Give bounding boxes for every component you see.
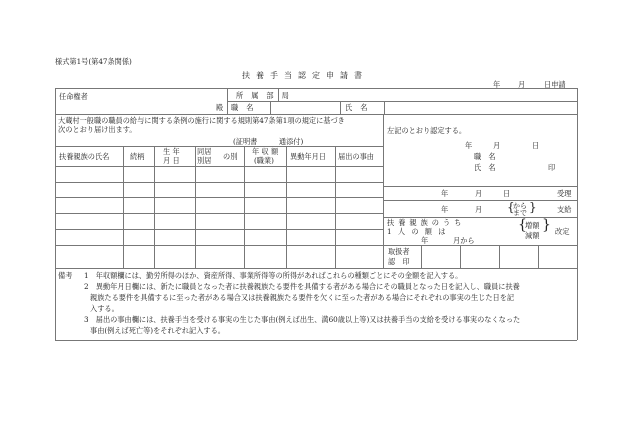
seal-mark: 印: [548, 163, 556, 172]
revision-year: 年: [421, 236, 429, 245]
brace-left-icon: {: [507, 200, 515, 214]
received-day: 日: [503, 189, 511, 198]
col-header-cohab2: 別居: [197, 156, 212, 165]
document-title: 扶養手当認定申請書: [242, 71, 368, 80]
frame-right: [577, 88, 578, 340]
col-header-change-date: 異動年月日: [290, 152, 326, 161]
row-line: [55, 182, 383, 183]
revision-line1: 扶養親族のうち: [387, 218, 466, 227]
col-header-income2: (職業): [254, 156, 274, 165]
note-3: 3 届出の事由欄には、扶養手当を受ける事実の生じた事由(例えば出生、満60歳以上等)又は扶養手当の支給を受ける事実のなくなった: [84, 315, 521, 324]
row-line: [55, 245, 383, 246]
cert-year: 年: [465, 141, 473, 150]
col-header-birth2: 月 日: [163, 156, 180, 165]
row-line: [55, 213, 383, 214]
date-day-apply: 日申請: [544, 80, 566, 89]
handler-label2: 認 印: [388, 257, 410, 266]
col-header-reason: 届出の事由: [338, 152, 374, 161]
revision-line2: 1 人 の 額 は: [387, 227, 448, 236]
department-label: 所属部局: [236, 91, 297, 100]
handler-col: [538, 245, 539, 268]
cert-position-label: 職 名: [474, 152, 496, 161]
col-line: [244, 146, 245, 268]
note-1: 1 年収額欄には、勤労所得のほか、資産所得、事業所得等の所得があればこれらの種類ごとにその金額を記入する。: [84, 271, 463, 280]
payment-month: 月: [475, 205, 483, 214]
handler-col: [499, 245, 500, 268]
name-label: 氏名: [345, 103, 376, 112]
position-label: 職名: [231, 103, 262, 112]
col-header-name: 扶養親族の氏名: [59, 152, 110, 161]
statement-line2: 次のとおり届け出ます。: [58, 125, 137, 134]
handler-col: [460, 245, 461, 268]
proc-line: [383, 245, 577, 246]
header-col: [340, 101, 341, 114]
header-bottom: [55, 114, 577, 115]
col-header-cohab1: 同居: [197, 147, 212, 156]
notes-label: 備考: [58, 271, 73, 280]
statement-line1: 大蔵村一般職の職員の給与に関する条例の施行に関する規則第47条第1項の規定に基づき: [58, 116, 345, 125]
col-line: [286, 146, 287, 268]
brace-left-icon: {: [518, 217, 527, 233]
note-2-cont2: 入する。: [90, 304, 119, 313]
col-header-relation: 続柄: [130, 152, 145, 161]
frame-left: [55, 88, 56, 340]
received-label: 受理: [557, 189, 572, 198]
col-header-cohab3: の別: [223, 152, 238, 161]
header-col: [227, 88, 228, 114]
department-field[interactable]: [279, 89, 576, 100]
payment-label: 支給: [557, 205, 572, 214]
certification-text: 左記のとおり認定する。: [387, 126, 467, 135]
position-field[interactable]: [271, 102, 339, 113]
col-header-income1: 年 収 額: [252, 147, 279, 156]
revision-month-from: 月から: [453, 236, 475, 245]
revision-increase: 増額: [525, 221, 540, 230]
row-line: [55, 197, 383, 198]
form-number: 様式第1号(第47条関係): [55, 57, 132, 66]
payment-until: まで: [513, 209, 527, 217]
col-line: [195, 146, 196, 268]
cert-name-label: 氏 名: [474, 163, 496, 172]
name-field[interactable]: [385, 102, 576, 113]
proc-line: [383, 186, 577, 187]
table-header-bottom: [55, 166, 383, 167]
note-2-cont: 親族たる要件を具備するに至った者がある場合又は扶養親族たる要件を欠くに至った者がある場合にそれぞれの事実の生じた日を記: [90, 293, 515, 302]
brace-right-icon: }: [542, 217, 551, 233]
payment-year: 年: [441, 205, 449, 214]
date-year: 年: [493, 80, 501, 89]
proc-line: [383, 200, 577, 201]
revision-decrease: 減額: [525, 231, 540, 240]
col-line: [335, 146, 336, 268]
attachment-note: (証明書 通添付): [233, 137, 304, 146]
table-top: [55, 146, 383, 147]
col-line: [123, 146, 124, 268]
honorific: 殿: [216, 103, 224, 112]
received-month: 月: [475, 189, 483, 198]
date-month: 月: [518, 80, 526, 89]
col-header-birth1: 生 年: [163, 147, 180, 156]
cert-month: 月: [493, 141, 501, 150]
note-2: 2 異動年月日欄には、新たに職員となった者に扶養親族たる要件を具備する者がある場合にその職員となった日を記入し、職員に扶養: [84, 282, 520, 291]
note-3-cont: 事由(例えば死亡等)をそれぞれ記入する。: [90, 326, 225, 335]
handler-label1: 取扱者: [388, 247, 410, 256]
handler-col: [421, 245, 422, 268]
revision-label: 改定: [555, 227, 570, 236]
table-bottom: [55, 268, 577, 269]
payment-from: から: [513, 202, 527, 210]
received-year: 年: [441, 189, 449, 198]
brace-right-icon: }: [529, 200, 537, 214]
col-line: [154, 146, 155, 268]
row-line: [55, 229, 383, 230]
cert-day: 日: [532, 141, 540, 150]
appointer-label: 任命権者: [59, 92, 88, 101]
frame-bottom: [55, 340, 577, 341]
